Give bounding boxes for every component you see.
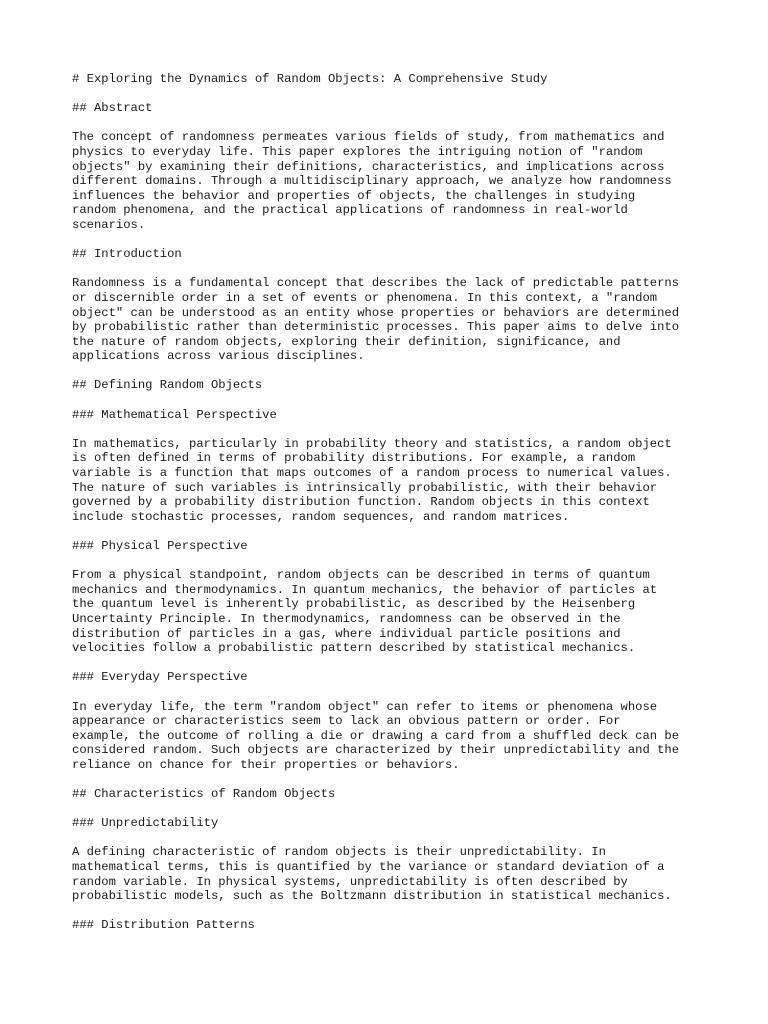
text-line: random variable. In physical systems, unpredictability is often described by [72,874,628,889]
text-line: different domains. Through a multidisciplinary approach, we analyze how randomness [72,174,672,189]
text-line: velocities follow a probabilistic pattern described by statistical mechanics. [72,641,636,656]
text-line: physics to everyday life. This paper explores the intriguing notion of "random [72,144,643,159]
body-paragraph [72,845,712,903]
text-line: scenarios. [72,217,146,232]
text-line: ### Mathematical Perspective [72,407,277,422]
text-line: ### Physical Perspective [72,539,248,553]
body-paragraph [72,276,712,364]
text-line: include stochastic processes, random sequences, and random matrices. [72,509,570,524]
text-line: Uncertainty Principle. In thermodynamics, randomness can be observed in the [72,611,621,626]
text-line: appearance or characteristics seem to lack an obvious pattern or order. For [72,714,621,729]
text-line: probabilistic models, such as the Boltzmann distribution in statistical mechanics. [72,889,672,904]
body-paragraph [72,130,712,232]
text-line: Randomness is a fundamental concept that describes the lack of predictable patterns [72,276,680,291]
text-line: considered random. Such objects are characterized by their unpredictability and the [72,743,680,758]
document-page [72,72,712,948]
text-line: the quantum level is inherently probabilistic, as described by the Heisenberg [72,597,636,612]
text-line: variable is a function that maps outcomes of a random process to numerical values. [72,466,672,481]
section-heading [72,72,712,87]
text-line: influences the behavior and properties of objects, the challenges in studying [72,188,636,203]
text-line: object" can be understood as an entity whose properties or behaviors are determined [72,305,680,320]
text-line: In mathematics, particularly in probability theory and statistics, a random object [72,436,672,451]
text-line: mathematical terms, this is quantified by the variance or standard deviation of a [72,860,665,875]
text-line: reliance on chance for their properties or behaviors. [72,757,460,772]
section-heading [72,101,712,116]
text-line: From a physical standpoint, random objects can be described in terms of quantum [72,568,650,583]
text-line: is often defined in terms of probability distributions. For example, a random [72,451,636,466]
text-line: ## Characteristics of Random Objects [72,787,336,802]
text-line: The concept of randomness permeates various fields of study, from mathematics and [72,130,665,145]
text-line: random phenomena, and the practical applications of randomness in real-world [72,203,628,218]
body-paragraph [72,700,712,773]
text-line: ### Unpredictability [72,816,219,831]
text-line: or discernible order in a set of events or phenomena. In this context, a "random [72,290,658,305]
section-heading [72,816,712,831]
text-line: applications across various disciplines. [72,349,365,364]
text-line: ### Everyday Perspective [72,670,248,685]
body-paragraph [72,568,712,656]
text-line: The nature of such variables is intrinsically probabilistic, with their behavior [72,480,658,495]
text-line: ## Introduction [72,247,182,262]
section-heading [72,408,712,423]
section-heading [72,670,712,685]
text-line: In everyday life, the term "random object" can refer to items or phenomena whose [72,699,658,714]
text-line: A defining characteristic of random objects is their unpredictability. In [72,845,606,860]
section-heading [72,378,712,393]
section-heading [72,539,712,554]
text-line: mechanics and thermodynamics. In quantum mechanics, the behavior of particles at [72,582,658,597]
section-heading [72,247,712,262]
text-line: ### Distribution Patterns [72,918,255,933]
text-line: the nature of random objects, exploring their definition, significance, and [72,334,621,349]
text-line: # Exploring the Dynamics of Random Objects: A Comprehensive Study [72,72,548,86]
text-line: objects" by examining their definitions, characteristics, and implications across [72,159,665,174]
text-line: example, the outcome of rolling a die or drawing a card from a shuffled deck can be [72,728,680,743]
text-line: ## Defining Random Objects [72,378,263,393]
body-paragraph [72,437,712,525]
section-heading [72,918,712,933]
text-line: by probabilistic rather than deterministic processes. This paper aims to delve into [72,320,680,335]
text-line: distribution of particles in a gas, where individual particle positions and [72,626,621,641]
section-heading [72,787,712,802]
text-line: ## Abstract [72,101,153,116]
text-line: governed by a probability distribution function. Random objects in this context [72,495,650,510]
